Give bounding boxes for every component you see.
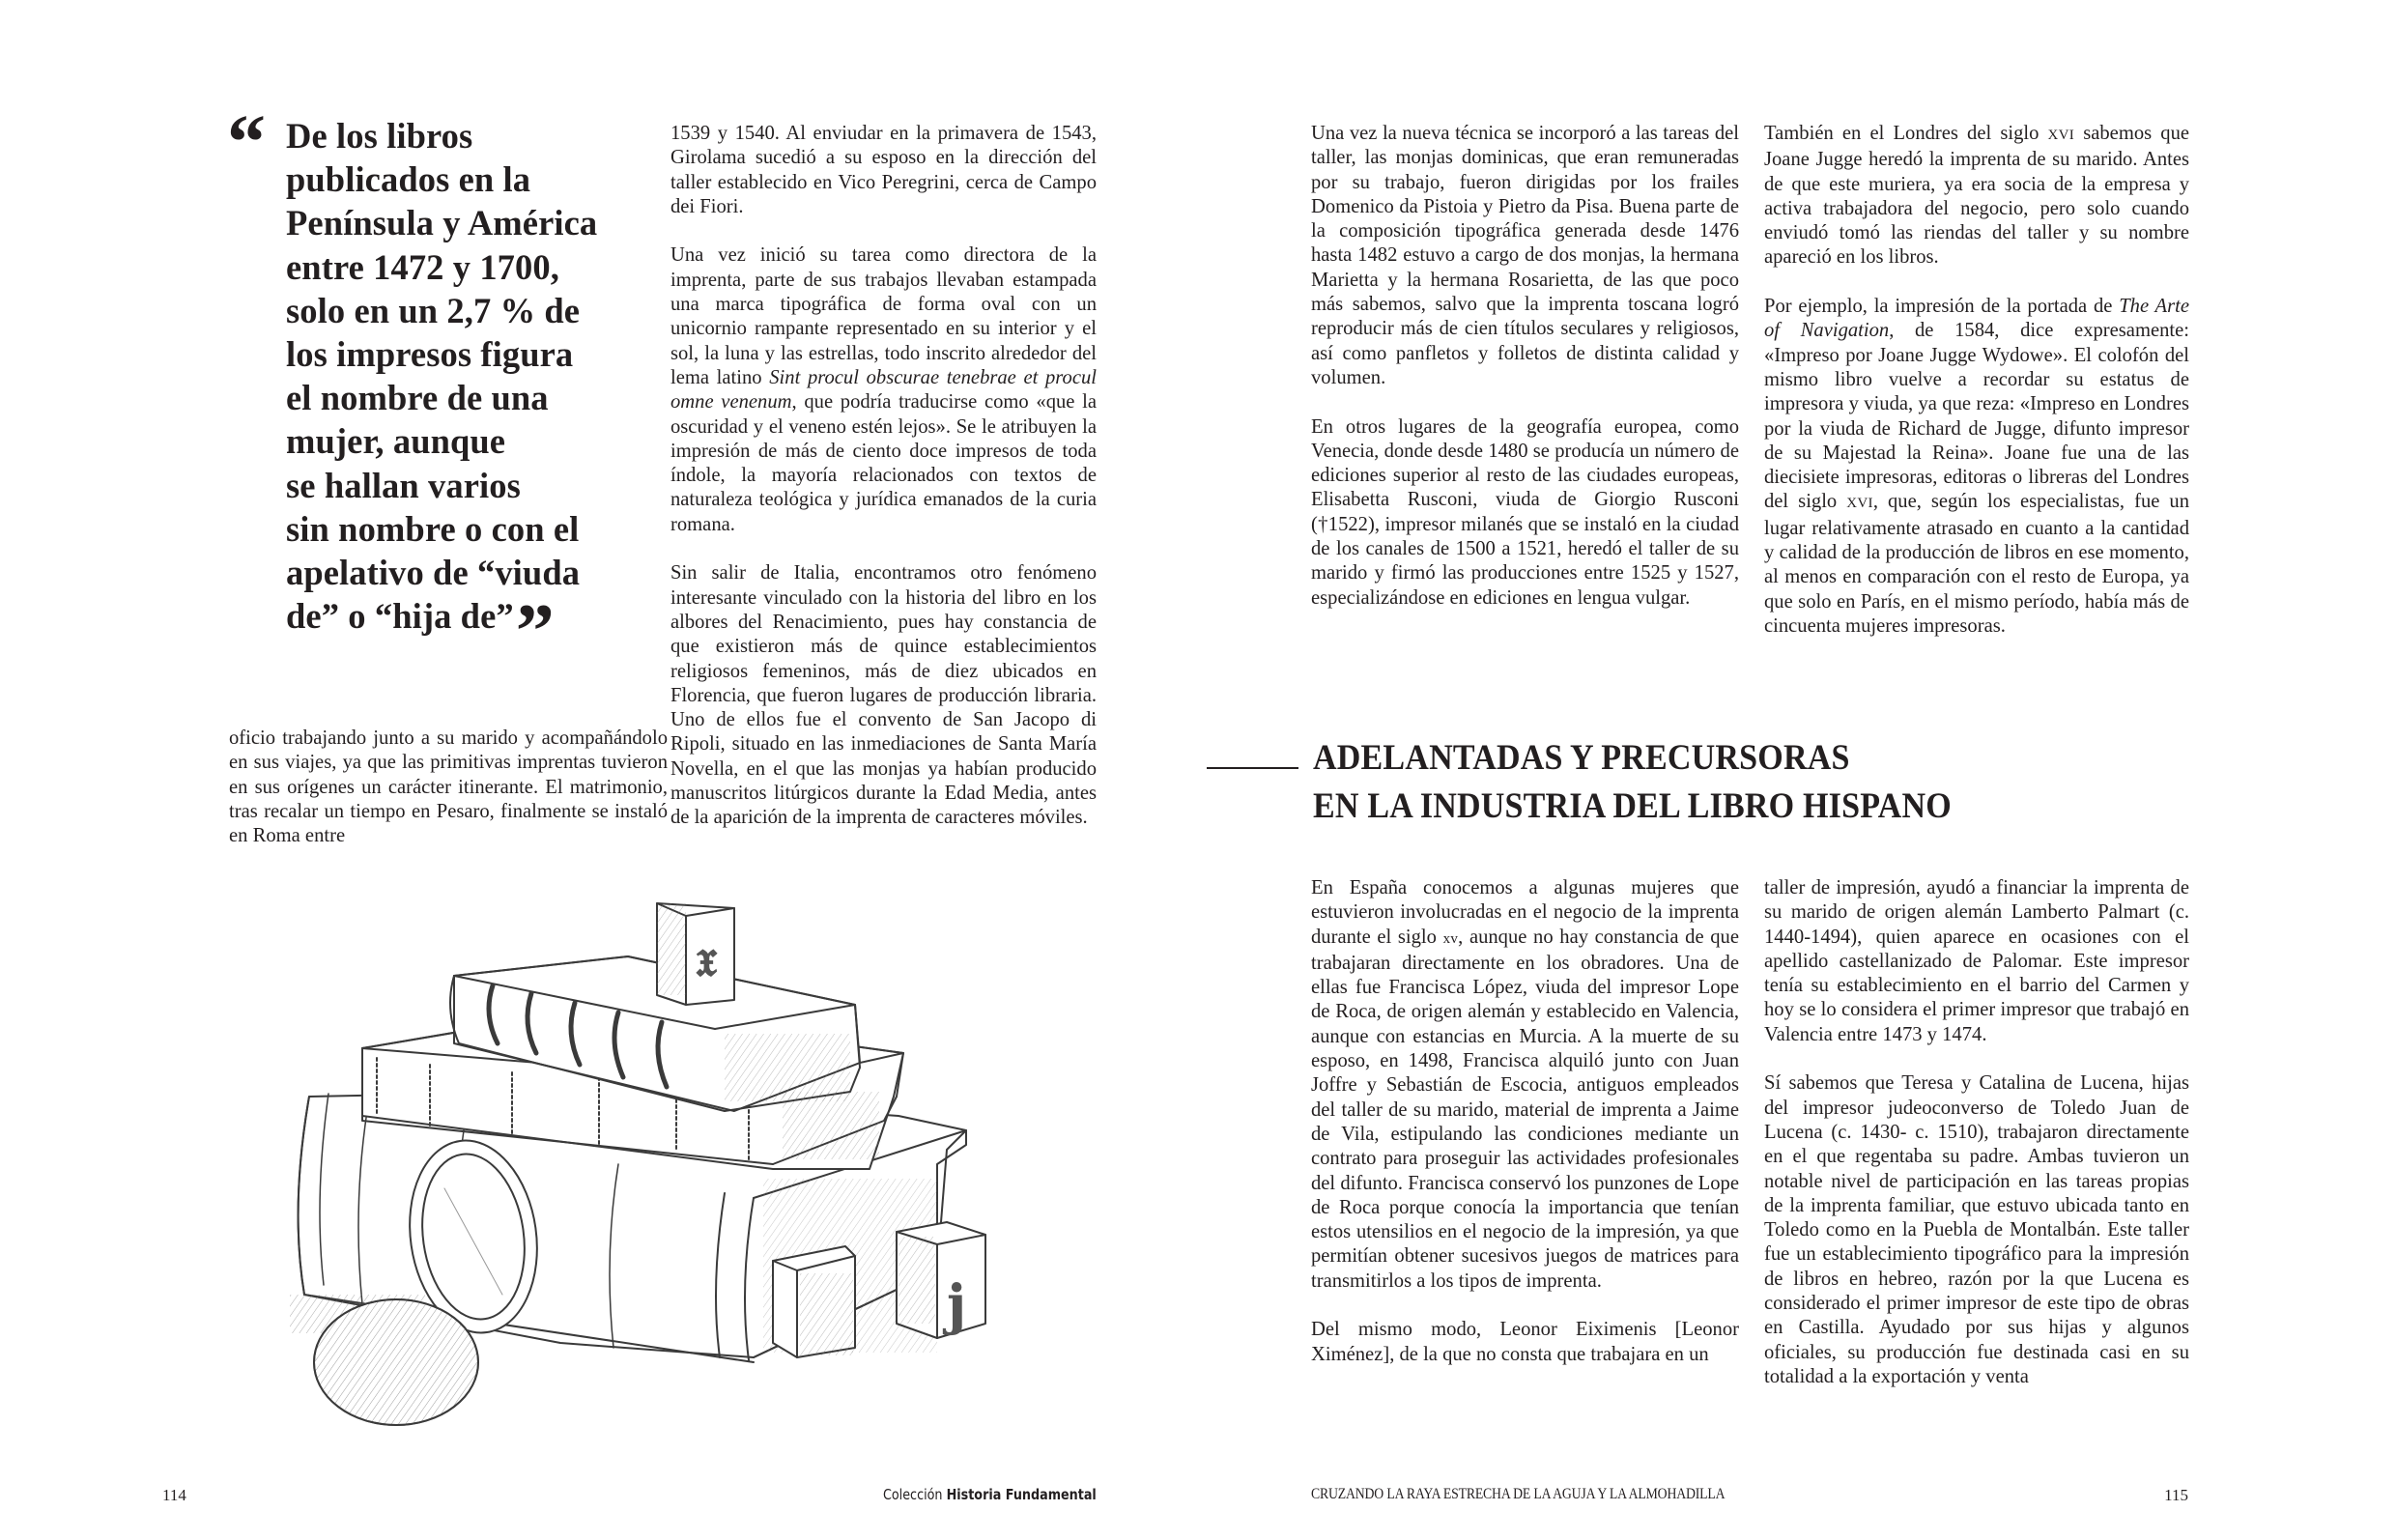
century-numeral: xv: [1442, 930, 1459, 947]
text-run: , que, según los especialistas, fue un lugar relativamente atrasado en cuanto a la cantidad y calidad de la producción de libros en ese momento, al menos en comparación con el resto de Europa, ya que solo en París, en el mismo período, había más de cincuenta mujeres impresoras.: [1764, 491, 2189, 637]
type-letter-glyph: 𝔵: [696, 926, 718, 989]
books-illustration: [271, 889, 1043, 1430]
book-title: The Arte of Navigation: [1764, 296, 2189, 342]
text-run: , que podría traducirse como «que la oscuridad y el veneno estén lejos». Se le atribuyen la impresión de más de ciento doce impresos de toda índole, la mayoría relacionados con textos de naturaleza teológica y jurídica emanados de la curia romana.: [670, 391, 1097, 535]
pull-quote-line: los impresos figura: [286, 334, 574, 375]
paragraph: [670, 243, 1097, 537]
paragraph: taller de impresión, ayudó a financiar la imprenta de su marido de origen alemán Lamberto Palmart (c. 1440-1494), quien aparece en ocasiones con el apellido castellanizado de Palomar. Este impresor tenía su establecimiento en el barrio del Carmen y hoy se lo considera el primer impresor que trabajó en Valencia entre 1473 y 1474.: [1764, 877, 2189, 1045]
pull-quote-line: sin nombre o con el: [286, 508, 580, 549]
close-quote-mark: ”: [515, 589, 549, 675]
section-heading: [1313, 734, 1952, 831]
pull-quote-line: mujer, aunque: [286, 421, 506, 462]
pull-quote-line: solo en un 2,7 % de: [286, 290, 581, 330]
paragraph: [1764, 295, 2189, 639]
text-run: sabemos que Joane Jugge heredó la imprenta de su marido. Antes de que este muriera, ya era socia de la empresa y activa trabajadora del negocio, pero solo cuando enviudó tomó las riendas del taller y su nombre apareció en los libros.: [1764, 123, 2190, 269]
body-column-5: [1311, 876, 1739, 1367]
pull-quote-line: de” o “hija de”: [286, 596, 514, 637]
collection-title: Historia Fundamental: [946, 1486, 1097, 1503]
text-run: Por ejemplo, la impresión de la portada de: [1764, 296, 2120, 318]
type-sort-bottom-left: [773, 1246, 855, 1357]
body-column-2: [670, 122, 1097, 831]
text-run: , de 1584, dice expresamente: «Impreso por Joane Jugge Wydowe». El colofón del mismo libro vuelve a recordar su estatus de impresora y viuda, ya que reza: «Impreso en Londres por la viuda de Richard de Jugge, difunto impresor de su Majestad la Reina». Joane fue una de las diecisiete impresoras, editoras o libreras del Londres del siglo: [1764, 320, 2189, 513]
heading-rule: [1207, 767, 1298, 769]
body-column-4: [1764, 122, 2189, 639]
century-numeral: XVI: [2047, 128, 2075, 143]
paragraph: En otros lugares de la geografía europea, como Venecia, donde desde 1480 se producía un número de ediciones superior al resto de las ciudades europeas, Elisabetta Rusconi, viuda de Giorgio Rusconi (†1522), impresor milanés que se instaló en la ciudad de los canales de 1500 a 1521, heredó el taller de su marido y firmó las producciones entre 1525 y 1527, especializándose en ediciones en lengua vulgar.: [1311, 415, 1739, 609]
type-letter-glyph: j: [947, 1273, 967, 1337]
paragraph: Del mismo modo, Leonor Eiximenis [Leonor Ximénez], de la que no consta que trabajara en un: [1311, 1319, 1739, 1365]
body-column-1: [229, 727, 668, 848]
pull-quote-line: De los libros: [286, 116, 473, 156]
section-heading-line: ADELANTADAS Y PRECURSORAS: [1313, 738, 1850, 778]
type-sort-top: [657, 903, 734, 1005]
text-run: También en el Londres del siglo: [1764, 123, 2048, 144]
pull-quote-line: publicados en la: [286, 159, 531, 200]
paragraph: [1764, 122, 2189, 271]
pull-quote-line: Península y América: [286, 203, 598, 243]
pull-quote-text: [286, 114, 663, 675]
pull-quote-line: el nombre de una: [286, 378, 549, 418]
collection-prefix: Colección: [883, 1486, 943, 1503]
paragraph: Sin salir de Italia, encontramos otro fenómeno interesante vinculado con la historia del libro en los albores del Renacimiento, pues hay constancia de que existieron más de quince establecimientos religiosos femeninos, más de diez ubicados en Florencia, que fueron lugares de producción libraria. Uno de ellos fue el convento de San Jacopo di Ripoli, situado en las inmediaciones de Santa María Novella, en el que las monjas ya habían producido manuscritos litúrgicos durante la Edad Media, antes de la aparición de la imprenta de caracteres móviles.: [670, 562, 1097, 829]
right-page: [1198, 0, 2396, 1540]
century-numeral: XVI: [1846, 496, 1873, 512]
pull-quote-line: entre 1472 y 1700,: [286, 246, 559, 287]
page-number-left: 114: [162, 1486, 186, 1504]
running-title: CRUZANDO LA RAYA ESTRECHA DE LA AGUJA Y LA ALMOHADILLA: [1311, 1486, 1726, 1502]
pull-quote-line: apelativo de “viuda: [286, 553, 581, 593]
paragraph: 1539 y 1540. Al enviudar en la primavera de 1543, Girolama sucedió a su esposo en la dirección del taller establecido en Vico Peregrini, cerca de Campo dei Fiori.: [670, 123, 1097, 217]
paragraph: [1311, 876, 1739, 1294]
text-run: , aunque no hay constancia de que trabajaran directamente en los obradores. Una de ellas fue Francisca López, viuda del impresor Lope de Roca, de origen alemán y establecido en Valencia, aunque con estancias en Murcia. A la muerte de su esposo, en 1498, Francisca alquiló junto con Juan Joffre y Sebastián de Escocia, antiguos empleados del taller de su marido, material de imprenta a Jaime de Vila, estipulando las condiciones mediante un contrato para proseguir las actividades profesionales del difunto. Francisca conservó los punzones de Lope de Roca porque conocía la importancia que tenían estos utensilios en el negocio de la impresión, ya que permitían obtener sucesivos juegos de matrices para transmitirlos a los tipos de imprenta.: [1311, 926, 1739, 1292]
text-run: En España conocemos a algunas mujeres que estuvieron involucradas en el negocio de la imprenta durante el siglo: [1311, 877, 1739, 948]
paragraph: oficio trabajando junto a su marido y acompañándolo en sus viajes, ya que las primitivas imprentas tuvieron en sus orígenes un carácter itinerante. El matrimonio, tras recalar un tiempo en Pesaro, finalmente se instaló en Roma entre: [229, 727, 668, 847]
section-heading-line: EN LA INDUSTRIA DEL LIBRO HISPANO: [1313, 786, 1952, 826]
paragraph: Sí sabemos que Teresa y Catalina de Lucena, hijas del impresor judeoconverso de Toledo Juan de Lucena (c. 1430- c. 1510), trabajaron directamente en el que regentaba su padre. Ambas tuvieron un notable nivel de participación en las tareas propias de la imprenta familiar, que estuvo ubicada tanto en Toledo como en la Puebla de Montalbán. Este taller fue un establecimiento tipográfico para la impresión de libros en hebreo, razón por la que Lucena es considerado el primer impresor de este tipo de obras en Castilla. Ayudado por sus hijas y algunos oficiales, su producción fue destinada casi en su totalidad a la exportación y venta: [1764, 1072, 2189, 1387]
body-column-6: [1764, 876, 2189, 1389]
open-quote-mark: “: [227, 100, 260, 185]
text-run: Una vez inició su tarea como directora de la imprenta, parte de sus trabajos llevaban estampada una marca tipográfica de forma oval con un unicornio rampante representado en su interior y el sol, la luna y las estrellas, todo inscrito alrededor del lema latino: [670, 244, 1097, 388]
paragraph: Una vez la nueva técnica se incorporó a las tareas del taller, las monjas dominicas, que eran remuneradas por su trabajo, fueron dirigidas por los frailes Domenico da Pistoia y Pietro da Pisa. Buena parte de la composición tipográfica generada desde 1476 hasta 1482 estuvo a cargo de dos monjas, la hermana Marietta y la hermana Rosarietta, de las que poco más sabemos, salvo que la imprenta toscana logró reproducir más de cien títulos seculares y religiosos, así como panfletos y folletos de distinta calidad y volumen.: [1311, 123, 1739, 388]
latin-motto: Sint procul obscurae tenebrae et procul omne venenum: [670, 366, 1097, 414]
type-sort-bottom-right: [897, 1222, 985, 1338]
body-column-3: [1311, 122, 1739, 611]
collection-name: [883, 1486, 1097, 1503]
page-number-right: 115: [2164, 1486, 2188, 1504]
pull-quote-line-last: [286, 589, 663, 675]
pull-quote-line: se hallan varios: [286, 465, 521, 505]
